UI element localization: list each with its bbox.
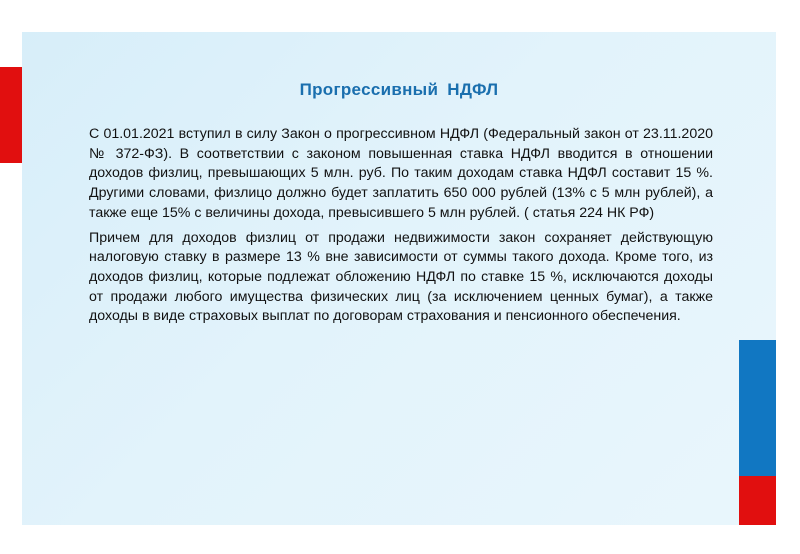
left-red-accent-bar (0, 67, 22, 163)
slide-title: Прогрессивный НДФЛ (299, 80, 499, 99)
slide-body (89, 125, 713, 327)
right-red-accent-bar (739, 476, 776, 525)
body-paragraph-1: С 01.01.2021 вступил в силу Закон о прогрессивном НДФЛ (Федеральный закон от 23.11.2020 № 372-ФЗ). В соответствии с законом повышенная ставка НДФЛ вводится в отношении доходов физлиц, превышающих 5 млн. руб. По таким доходам ставка НДФЛ составит 15 %. Другими словами, физлицо должно будет заплатить 650 000 рублей (13% с 5 млн рублей), а также еще 15% с величины дохода, превысившего 5 млн рублей. ( статья 224 НК РФ) (89, 126, 713, 221)
right-blue-accent-bar (739, 340, 776, 476)
body-paragraph-2: Причем для доходов физлиц от продажи недвижимости закон сохраняет действующую налоговую ставку в размере 13 % вне зависимости от суммы такого дохода. Кроме того, из доходов физлиц, которые подлежат обложению НДФЛ по ставке 15 %, исключаются доходы от продажи любого имущества физических лиц (за исключением ценных бумаг), а также доходы в виде страховых выплат по договорам страхования и пенсионного обеспечения. (89, 229, 713, 325)
